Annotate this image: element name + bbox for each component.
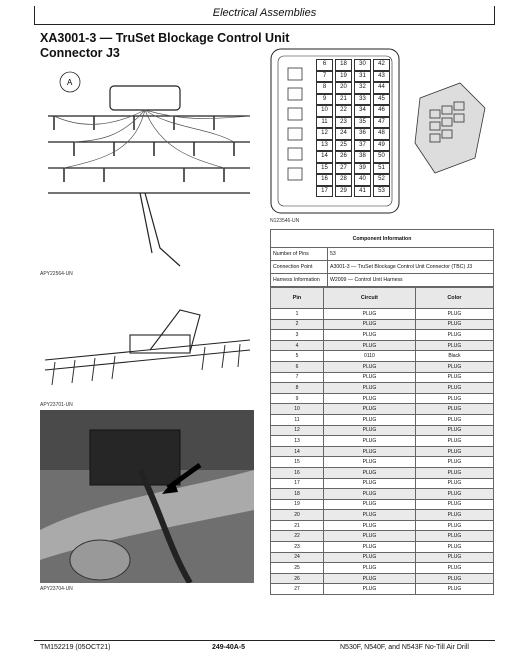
circuit-cell: PLUG [324,425,416,436]
connector-pin: 25 [335,140,352,152]
table-row [271,542,494,553]
connector-pin: 22 [335,105,352,117]
pin-cell: 16 [271,467,324,478]
connector-pin: 12 [316,128,333,140]
connector-pin: 11 [316,117,333,129]
circuit-header: Circuit [324,288,416,309]
color-cell: PLUG [415,393,493,404]
connector-pin: 14 [316,151,333,163]
table-row [271,372,494,383]
connector-pin: 24 [335,128,352,140]
table-row [271,520,494,531]
color-cell: PLUG [415,361,493,372]
circuit-cell: PLUG [324,552,416,563]
connector-pin: 28 [335,174,352,186]
table-row [271,393,494,404]
color-cell: PLUG [415,489,493,500]
pin-header: Pin [271,288,324,309]
table-row [271,383,494,394]
color-cell: PLUG [415,425,493,436]
info-label: Connection Point [271,261,328,274]
color-cell: PLUG [415,340,493,351]
info-value: A3001-3 — TruSet Blockage Control Unit Connector (TBC) J3 [328,261,494,274]
title-line-1: XA3001-3 — TruSet Blockage Control Unit [40,31,290,45]
drill-top-view-illustration [40,68,255,268]
table-row [271,467,494,478]
connector-pin: 9 [316,94,333,106]
color-cell: PLUG [415,584,493,595]
circuit-cell: PLUG [324,361,416,372]
caption-drill-side: APY23701-UN [40,402,73,408]
circuit-cell: PLUG [324,340,416,351]
color-cell: PLUG [415,467,493,478]
circuit-cell: PLUG [324,542,416,553]
pin-cell: 8 [271,383,324,394]
title-line-2: Connector J3 [40,46,120,60]
pin-table-body [271,309,494,595]
connector-pin: 45 [373,94,390,106]
table-row [271,478,494,489]
pin-cell: 10 [271,404,324,415]
table-row [271,446,494,457]
connector-pin: 50 [373,151,390,163]
connector-pin: 17 [316,186,333,198]
connector-pin: 16 [316,174,333,186]
connector-pin: 34 [354,105,371,117]
table-row [271,489,494,500]
pin-cell: 19 [271,499,324,510]
connector-pin: 31 [354,71,371,83]
section-header: Electrical Assemblies [212,7,317,19]
connector-pin: 15 [316,163,333,175]
connector-pin: 7 [316,71,333,83]
connector-pin: 43 [373,71,390,83]
circuit-cell: PLUG [324,584,416,595]
connector-pin: 21 [335,94,352,106]
color-cell: PLUG [415,309,493,320]
caption-drill-top: APY22564-UN [40,271,73,277]
connector-pin: 33 [354,94,371,106]
pin-cell: 18 [271,489,324,500]
pin-cell: 24 [271,552,324,563]
color-cell: PLUG [415,520,493,531]
connector-pin: 19 [335,71,352,83]
pin-cell: 14 [271,446,324,457]
connector-pin: 20 [335,82,352,94]
table-row [271,563,494,574]
table-row [271,309,494,320]
circuit-cell: PLUG [324,446,416,457]
info-label: Harness Information [271,274,328,287]
connector-pin: 48 [373,128,390,140]
component-info-heading: Component Information [271,230,494,248]
connector-pin: 23 [335,117,352,129]
circuit-cell: PLUG [324,404,416,415]
pin-cell: 5 [271,351,324,362]
connector-pin: 40 [354,174,371,186]
table-row [271,457,494,468]
circuit-cell: PLUG [324,478,416,489]
caption-photo: APY23704-UN [40,586,73,592]
connector-pin: 36 [354,128,371,140]
pin-cell: 7 [271,372,324,383]
color-cell: PLUG [415,372,493,383]
circuit-cell: PLUG [324,309,416,320]
connector-pin: 6 [316,59,333,71]
component-info-table [270,229,494,287]
connector-pin: 51 [373,163,390,175]
circuit-cell: PLUG [324,489,416,500]
page-title [40,31,290,61]
pin-cell: 23 [271,542,324,553]
connector-pin: 30 [354,59,371,71]
connector-pin: 13 [316,140,333,152]
connector-pin: 39 [354,163,371,175]
pin-cell: 1 [271,309,324,320]
color-cell: PLUG [415,542,493,553]
footer-doc-id: TM152219 (05OCT21) [40,644,111,651]
connector-pin: 32 [354,82,371,94]
pin-cell: 26 [271,573,324,584]
circuit-cell: PLUG [324,414,416,425]
circuit-cell: PLUG [324,436,416,447]
connector-pin: 10 [316,105,333,117]
color-cell: PLUG [415,414,493,425]
connector-pin: 29 [335,186,352,198]
connector-pin: 42 [373,59,390,71]
connector-pin: 8 [316,82,333,94]
circuit-cell: PLUG [324,457,416,468]
color-cell: PLUG [415,457,493,468]
color-cell: PLUG [415,383,493,394]
pin-cell: 22 [271,531,324,542]
table-row [271,584,494,595]
pin-cell: 2 [271,319,324,330]
connector-pin: 41 [354,186,371,198]
caption-connector: N123546-UN [270,218,300,224]
color-cell: PLUG [415,319,493,330]
table-row [271,351,494,362]
pin-cell: 12 [271,425,324,436]
table-row [271,414,494,425]
pin-cell: 20 [271,510,324,521]
connector-pin: 38 [354,151,371,163]
connector-diagram [270,48,495,214]
connector-pin: 26 [335,151,352,163]
table-row [271,361,494,372]
circuit-cell: PLUG [324,319,416,330]
pin-cell: 6 [271,361,324,372]
pin-cell: 21 [271,520,324,531]
table-row [271,425,494,436]
color-cell: PLUG [415,573,493,584]
color-cell: PLUG [415,478,493,489]
pin-cell: 25 [271,563,324,574]
pin-cell: 17 [271,478,324,489]
table-row [271,404,494,415]
circuit-cell: PLUG [324,520,416,531]
circuit-cell: PLUG [324,573,416,584]
table-row [271,552,494,563]
callout-a: A [67,78,73,87]
color-cell: PLUG [415,446,493,457]
connector-pin: 53 [373,186,390,198]
table-row [271,510,494,521]
circuit-cell: PLUG [324,531,416,542]
pin-cell: 13 [271,436,324,447]
color-cell: PLUG [415,499,493,510]
connector-pin: 47 [373,117,390,129]
connector-pin: 44 [373,82,390,94]
circuit-cell: PLUG [324,510,416,521]
table-row [271,436,494,447]
info-value: W2009 — Control Unit Harness [328,274,494,287]
color-cell: PLUG [415,531,493,542]
harness-photo [40,410,254,583]
connector-pin: 52 [373,174,390,186]
circuit-cell: 0110 [324,351,416,362]
pin-cell: 15 [271,457,324,468]
footer-model: N530F, N540F, and N543F No-Till Air Drill [340,644,469,651]
connector-pin: 35 [354,117,371,129]
table-row [271,499,494,510]
connector-pin: 37 [354,140,371,152]
drill-side-view-illustration [40,290,255,400]
pin-cell: 9 [271,393,324,404]
color-cell: PLUG [415,563,493,574]
footer-page-number: 249-40A-5 [212,644,246,651]
connector-pin: 27 [335,163,352,175]
color-header: Color [415,288,493,309]
pin-table [270,287,494,595]
circuit-cell: PLUG [324,467,416,478]
connector-pin: 49 [373,140,390,152]
table-row [271,340,494,351]
info-value: 53 [328,248,494,261]
pin-cell: 4 [271,340,324,351]
table-row [271,573,494,584]
table-row [271,319,494,330]
circuit-cell: PLUG [324,499,416,510]
circuit-cell: PLUG [324,563,416,574]
color-cell: PLUG [415,330,493,341]
table-row [271,330,494,341]
color-cell: PLUG [415,552,493,563]
connector-pin: 46 [373,105,390,117]
color-cell: PLUG [415,510,493,521]
color-cell: Black [415,351,493,362]
circuit-cell: PLUG [324,393,416,404]
circuit-cell: PLUG [324,330,416,341]
color-cell: PLUG [415,436,493,447]
color-cell: PLUG [415,404,493,415]
pin-cell: 11 [271,414,324,425]
table-row [271,531,494,542]
connector-pin: 18 [335,59,352,71]
pin-cell: 27 [271,584,324,595]
circuit-cell: PLUG [324,372,416,383]
circuit-cell: PLUG [324,383,416,394]
pin-cell: 3 [271,330,324,341]
info-label: Number of Pins [271,248,328,261]
